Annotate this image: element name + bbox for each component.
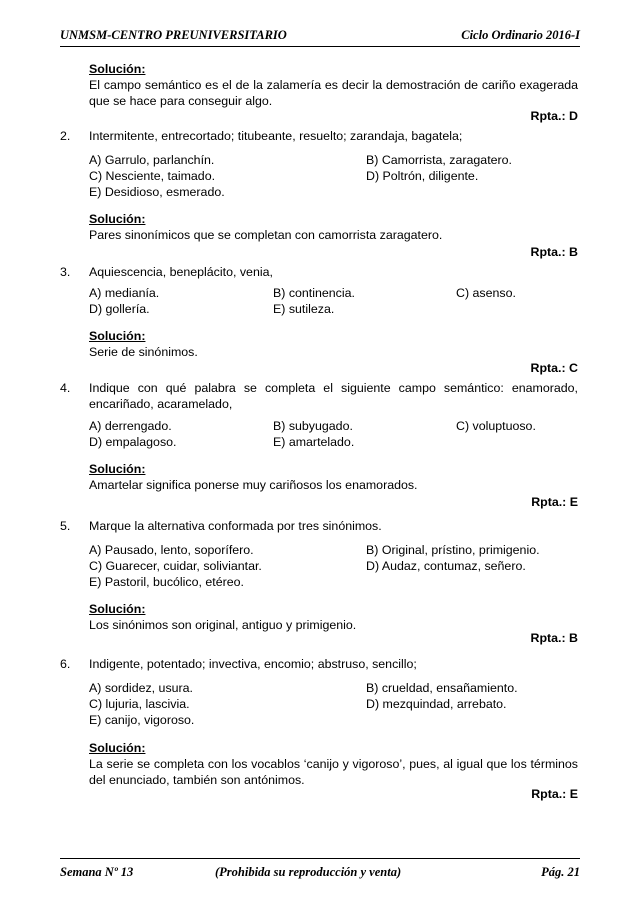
option-d: D) Poltrón, diligente.	[366, 169, 479, 183]
option-d: D) empalagoso.	[89, 435, 177, 449]
answer-label: Rpta.: D	[530, 109, 578, 123]
answer-label: Rpta.: B	[530, 631, 578, 645]
solution-label: Solución:	[89, 329, 146, 343]
option-b: B) Camorrista, zaragatero.	[366, 153, 512, 167]
solution-block	[89, 328, 578, 360]
option-d: D) mezquindad, arrebato.	[366, 697, 507, 711]
solution-text: La serie se completa con los vocablos ‘canijo y vigoroso’, pues, al igual que los términos del enunciado, también son antónimos.	[89, 757, 578, 787]
option-b: B) Original, prístino, primigenio.	[366, 543, 540, 557]
option-c: C) Nesciente, taimado.	[89, 169, 216, 183]
question-number: 6.	[60, 657, 71, 671]
option-e: E) Pastoril, bucólico, etéreo.	[89, 575, 244, 589]
option-e: E) sutileza.	[273, 302, 335, 316]
prev-solution-block	[89, 61, 578, 109]
question-text: Intermitente, entrecortado; titubeante, resuelto; zarandaja, bagatela;	[89, 129, 463, 143]
solution-text: Serie de sinónimos.	[89, 345, 198, 359]
option-b: B) continencia.	[273, 286, 355, 300]
option-a: A) derrengado.	[89, 419, 172, 433]
footer-week: Semana Nº 13	[60, 865, 134, 879]
solution-label: Solución:	[89, 212, 146, 226]
question-text: Indique con qué palabra se completa el siguiente campo semántico: enamorado, encariñado, acaramelado,	[89, 381, 578, 411]
answer-label: Rpta.: E	[531, 787, 578, 801]
option-c: C) lujuria, lascivia.	[89, 697, 190, 711]
footer-page-number: Pág. 21	[541, 865, 580, 879]
option-c: C) Guarecer, cuidar, soliviantar.	[89, 559, 262, 573]
question-text: Indigente, potentado; invectiva, encomio; abstruso, sencillo;	[89, 657, 417, 671]
option-c: C) asenso.	[456, 286, 516, 300]
option-e: E) Desidioso, esmerado.	[89, 185, 225, 199]
answer-label: Rpta.: B	[530, 245, 578, 259]
option-e: E) amartelado.	[273, 435, 355, 449]
page-footer	[60, 858, 580, 882]
solution-text: Amartelar significa ponerse muy cariñosos los enamorados.	[89, 478, 418, 492]
solution-label: Solución:	[89, 462, 146, 476]
question-number: 3.	[60, 265, 71, 279]
option-b: B) crueldad, ensañamiento.	[366, 681, 518, 695]
solution-block	[89, 601, 578, 633]
solution-block	[89, 211, 578, 243]
header-institution: UNMSM-CENTRO PREUNIVERSITARIO	[60, 28, 287, 42]
answer-label: Rpta.: C	[530, 361, 578, 375]
option-a: A) Garrulo, parlanchín.	[89, 153, 215, 167]
solution-label: Solución:	[89, 62, 146, 76]
solution-text: Los sinónimos son original, antiguo y primigenio.	[89, 618, 357, 632]
question-number: 2.	[60, 129, 71, 143]
option-a: A) sordidez, usura.	[89, 681, 193, 695]
solution-block	[89, 461, 578, 493]
solution-text: Pares sinonímicos que se completan con camorrista zaragatero.	[89, 228, 443, 242]
answer-label: Rpta.: E	[531, 495, 578, 509]
question-number: 4.	[60, 381, 71, 395]
option-d: D) Audaz, contumaz, señero.	[366, 559, 526, 573]
solution-block	[89, 740, 578, 788]
option-c: C) voluptuoso.	[456, 419, 536, 433]
option-d: D) gollería.	[89, 302, 150, 316]
option-a: A) medianía.	[89, 286, 160, 300]
solution-label: Solución:	[89, 602, 146, 616]
option-e: E) canijo, vigoroso.	[89, 713, 195, 727]
question-text: Marque la alternativa conformada por tres sinónimos.	[89, 519, 382, 533]
footer-notice: (Prohibida su reproducción y venta)	[215, 865, 402, 879]
solution-text: El campo semántico es el de la zalamería es decir la demostración de cariño exagerada que se hace para conseguir algo.	[89, 78, 578, 108]
option-b: B) subyugado.	[273, 419, 353, 433]
question-text: Aquiescencia, beneplácito, venia,	[89, 265, 273, 279]
option-a: A) Pausado, lento, soporífero.	[89, 543, 254, 557]
solution-label: Solución:	[89, 741, 146, 755]
question-number: 5.	[60, 519, 71, 533]
page-header	[60, 26, 580, 47]
header-cycle: Ciclo Ordinario 2016-I	[461, 28, 580, 42]
